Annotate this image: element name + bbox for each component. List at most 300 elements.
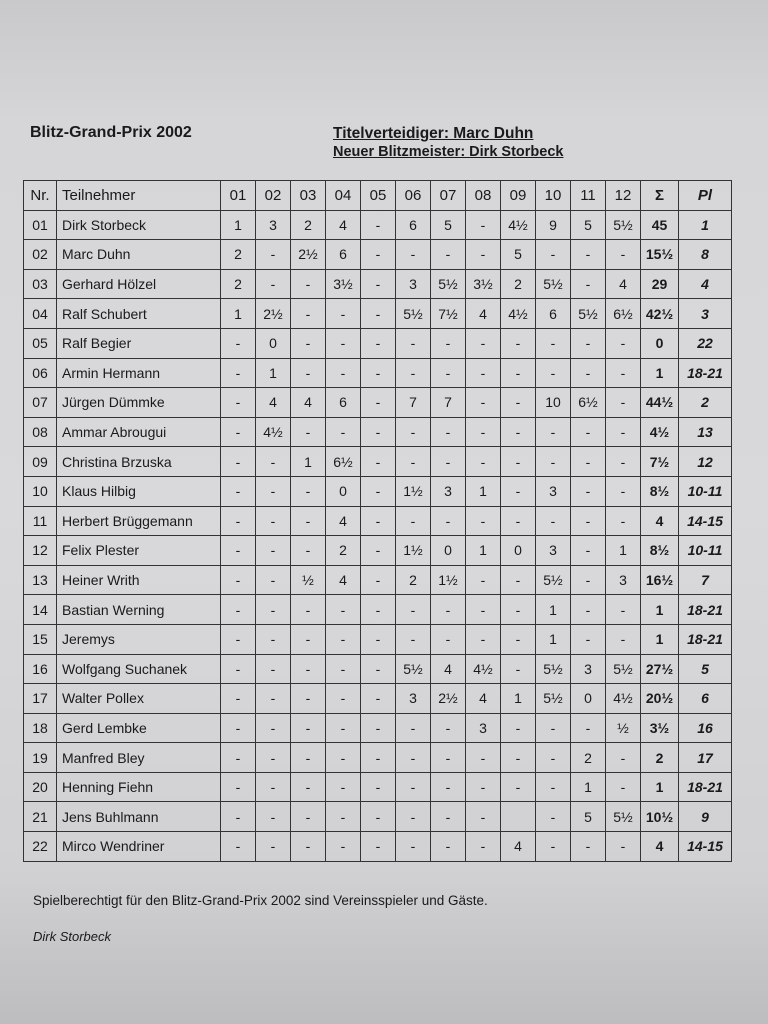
- cell-game-10: 10: [536, 388, 571, 418]
- cell-game-01: -: [221, 536, 256, 566]
- cell-game-08: 4½: [466, 654, 501, 684]
- cell-game-01: -: [221, 713, 256, 743]
- cell-game-05: -: [361, 447, 396, 477]
- cell-game-05: -: [361, 654, 396, 684]
- cell-game-02: -: [256, 654, 291, 684]
- cell-total: 4: [641, 506, 679, 536]
- cell-game-12: -: [606, 595, 641, 625]
- cell-game-03: -: [291, 536, 326, 566]
- cell-game-08: -: [466, 328, 501, 358]
- col-header-game-04: 04: [326, 181, 361, 211]
- cell-game-01: -: [221, 595, 256, 625]
- cell-game-07: 7½: [431, 299, 466, 329]
- cell-nr: 01: [24, 210, 57, 240]
- cell-game-08: -: [466, 802, 501, 832]
- cell-game-09: -: [501, 358, 536, 388]
- cell-nr: 11: [24, 506, 57, 536]
- cell-game-09: [501, 802, 536, 832]
- cell-game-05: -: [361, 684, 396, 714]
- cell-game-02: 2½: [256, 299, 291, 329]
- cell-game-05: -: [361, 802, 396, 832]
- cell-place: 6: [679, 684, 732, 714]
- table-row: [24, 772, 732, 802]
- cell-game-05: -: [361, 417, 396, 447]
- champion-info: [333, 124, 563, 162]
- cell-game-01: -: [221, 802, 256, 832]
- cell-game-10: 5½: [536, 565, 571, 595]
- col-header-nr: Nr.: [24, 181, 57, 211]
- cell-game-11: 5½: [571, 299, 606, 329]
- cell-game-06: -: [396, 713, 431, 743]
- cell-game-09: -: [501, 447, 536, 477]
- cell-total: 2: [641, 743, 679, 773]
- results-table-body: [24, 210, 732, 861]
- cell-game-01: -: [221, 832, 256, 862]
- cell-game-01: -: [221, 447, 256, 477]
- cell-game-02: 3: [256, 210, 291, 240]
- cell-total: 29: [641, 269, 679, 299]
- cell-game-04: 6: [326, 240, 361, 270]
- cell-player-name: Klaus Hilbig: [57, 476, 221, 506]
- document-title: Blitz-Grand-Prix 2002: [30, 124, 192, 141]
- cell-game-04: -: [326, 358, 361, 388]
- cell-nr: 20: [24, 772, 57, 802]
- cell-game-12: -: [606, 358, 641, 388]
- cell-game-03: -: [291, 654, 326, 684]
- cell-total: 4½: [641, 417, 679, 447]
- cell-game-07: 1½: [431, 565, 466, 595]
- cell-game-05: -: [361, 210, 396, 240]
- cell-game-07: -: [431, 447, 466, 477]
- cell-place: 17: [679, 743, 732, 773]
- cell-place: 14-15: [679, 832, 732, 862]
- cell-game-11: 5: [571, 210, 606, 240]
- cell-game-06: 3: [396, 269, 431, 299]
- col-header-player-name: Teilnehmer: [57, 181, 221, 211]
- title-defender: Titelverteidiger: Marc Duhn: [333, 125, 534, 142]
- cell-game-07: 0: [431, 536, 466, 566]
- cell-game-12: 4½: [606, 684, 641, 714]
- cell-game-05: -: [361, 269, 396, 299]
- cell-game-07: -: [431, 358, 466, 388]
- table-row: [24, 388, 732, 418]
- cell-game-06: -: [396, 624, 431, 654]
- cell-game-08: -: [466, 358, 501, 388]
- table-row: [24, 476, 732, 506]
- cell-game-02: -: [256, 684, 291, 714]
- cell-game-08: -: [466, 210, 501, 240]
- col-header-game-02: 02: [256, 181, 291, 211]
- cell-game-09: -: [501, 506, 536, 536]
- cell-game-03: 2: [291, 210, 326, 240]
- table-row: [24, 506, 732, 536]
- cell-game-10: -: [536, 417, 571, 447]
- col-header-game-08: 08: [466, 181, 501, 211]
- cell-game-10: 3: [536, 536, 571, 566]
- cell-game-09: 5: [501, 240, 536, 270]
- cell-game-09: 4½: [501, 299, 536, 329]
- cell-game-02: -: [256, 565, 291, 595]
- cell-game-01: -: [221, 476, 256, 506]
- cell-game-09: 4: [501, 832, 536, 862]
- cell-game-08: 4: [466, 684, 501, 714]
- cell-game-09: -: [501, 328, 536, 358]
- cell-total: 15½: [641, 240, 679, 270]
- cell-total: 1: [641, 772, 679, 802]
- cell-game-11: -: [571, 506, 606, 536]
- cell-game-11: 0: [571, 684, 606, 714]
- cell-game-02: 4: [256, 388, 291, 418]
- cell-game-06: -: [396, 743, 431, 773]
- cell-game-07: -: [431, 624, 466, 654]
- cell-nr: 02: [24, 240, 57, 270]
- cell-nr: 17: [24, 684, 57, 714]
- cell-game-04: -: [326, 299, 361, 329]
- col-header-place: Pl: [679, 181, 732, 211]
- cell-game-06: -: [396, 832, 431, 862]
- cell-game-05: -: [361, 240, 396, 270]
- cell-game-01: 2: [221, 240, 256, 270]
- cell-game-03: -: [291, 506, 326, 536]
- table-row: [24, 417, 732, 447]
- cell-game-07: -: [431, 802, 466, 832]
- cell-nr: 22: [24, 832, 57, 862]
- cell-place: 18-21: [679, 595, 732, 625]
- cell-game-06: 3: [396, 684, 431, 714]
- cell-player-name: Dirk Storbeck: [57, 210, 221, 240]
- cell-player-name: Gerd Lembke: [57, 713, 221, 743]
- cell-game-10: 3: [536, 476, 571, 506]
- cell-total: 10½: [641, 802, 679, 832]
- new-champion: Neuer Blitzmeister: Dirk Storbeck: [333, 144, 564, 160]
- cell-game-03: 4: [291, 388, 326, 418]
- cell-game-03: 1: [291, 447, 326, 477]
- cell-game-10: -: [536, 447, 571, 477]
- cell-game-11: 3: [571, 654, 606, 684]
- cell-game-01: -: [221, 417, 256, 447]
- cell-game-08: 3: [466, 713, 501, 743]
- cell-game-10: -: [536, 743, 571, 773]
- cell-game-06: -: [396, 358, 431, 388]
- cell-game-03: -: [291, 772, 326, 802]
- cell-game-08: -: [466, 388, 501, 418]
- cell-game-08: -: [466, 447, 501, 477]
- col-header-game-07: 07: [431, 181, 466, 211]
- cell-game-08: 3½: [466, 269, 501, 299]
- cell-total: 44½: [641, 388, 679, 418]
- cell-game-03: -: [291, 713, 326, 743]
- cell-game-09: 0: [501, 536, 536, 566]
- cell-game-04: 2: [326, 536, 361, 566]
- cell-game-03: -: [291, 832, 326, 862]
- cell-player-name: Christina Brzuska: [57, 447, 221, 477]
- results-table: [23, 180, 732, 862]
- table-row: [24, 713, 732, 743]
- cell-game-01: -: [221, 506, 256, 536]
- cell-game-09: -: [501, 388, 536, 418]
- cell-game-01: -: [221, 328, 256, 358]
- cell-place: 1: [679, 210, 732, 240]
- cell-total: 27½: [641, 654, 679, 684]
- cell-nr: 07: [24, 388, 57, 418]
- cell-nr: 19: [24, 743, 57, 773]
- cell-game-10: -: [536, 772, 571, 802]
- cell-game-10: 1: [536, 624, 571, 654]
- cell-game-02: -: [256, 506, 291, 536]
- cell-game-12: 5½: [606, 802, 641, 832]
- cell-game-04: -: [326, 684, 361, 714]
- cell-game-06: -: [396, 772, 431, 802]
- cell-game-06: 1½: [396, 476, 431, 506]
- cell-game-09: -: [501, 772, 536, 802]
- cell-game-12: -: [606, 328, 641, 358]
- cell-game-06: 2: [396, 565, 431, 595]
- cell-game-12: 6½: [606, 299, 641, 329]
- cell-game-05: -: [361, 624, 396, 654]
- cell-place: 13: [679, 417, 732, 447]
- cell-place: 2: [679, 388, 732, 418]
- cell-game-09: -: [501, 654, 536, 684]
- cell-game-09: -: [501, 713, 536, 743]
- cell-game-04: 4: [326, 565, 361, 595]
- cell-game-08: -: [466, 240, 501, 270]
- cell-game-08: 1: [466, 536, 501, 566]
- cell-total: 45: [641, 210, 679, 240]
- cell-game-11: -: [571, 417, 606, 447]
- cell-game-12: -: [606, 388, 641, 418]
- cell-place: 18-21: [679, 624, 732, 654]
- cell-game-11: -: [571, 476, 606, 506]
- table-row: [24, 684, 732, 714]
- cell-game-05: -: [361, 299, 396, 329]
- cell-nr: 05: [24, 328, 57, 358]
- cell-game-11: -: [571, 713, 606, 743]
- cell-game-09: 1: [501, 684, 536, 714]
- cell-nr: 21: [24, 802, 57, 832]
- cell-total: 16½: [641, 565, 679, 595]
- table-row: [24, 210, 732, 240]
- cell-game-01: -: [221, 358, 256, 388]
- table-row: [24, 536, 732, 566]
- cell-game-10: 1: [536, 595, 571, 625]
- cell-nr: 08: [24, 417, 57, 447]
- cell-game-08: -: [466, 624, 501, 654]
- cell-game-09: -: [501, 743, 536, 773]
- cell-game-07: 4: [431, 654, 466, 684]
- cell-game-03: 2½: [291, 240, 326, 270]
- cell-game-12: -: [606, 743, 641, 773]
- cell-game-07: -: [431, 506, 466, 536]
- cell-game-12: -: [606, 447, 641, 477]
- cell-player-name: Herbert Brüggemann: [57, 506, 221, 536]
- cell-nr: 12: [24, 536, 57, 566]
- cell-game-01: -: [221, 388, 256, 418]
- cell-player-name: Marc Duhn: [57, 240, 221, 270]
- cell-game-04: -: [326, 713, 361, 743]
- cell-game-04: 0: [326, 476, 361, 506]
- cell-total: 7½: [641, 447, 679, 477]
- cell-game-07: 5: [431, 210, 466, 240]
- cell-game-02: -: [256, 743, 291, 773]
- cell-place: 14-15: [679, 506, 732, 536]
- cell-game-10: 5½: [536, 684, 571, 714]
- cell-game-06: 5½: [396, 299, 431, 329]
- cell-game-03: -: [291, 595, 326, 625]
- cell-place: 10-11: [679, 536, 732, 566]
- cell-total: 8½: [641, 476, 679, 506]
- cell-game-05: -: [361, 476, 396, 506]
- results-table-header: [24, 181, 732, 211]
- cell-game-02: -: [256, 595, 291, 625]
- cell-game-01: -: [221, 684, 256, 714]
- cell-game-07: -: [431, 240, 466, 270]
- cell-game-10: -: [536, 506, 571, 536]
- cell-game-06: 7: [396, 388, 431, 418]
- cell-game-09: 2: [501, 269, 536, 299]
- cell-game-11: -: [571, 595, 606, 625]
- table-row: [24, 328, 732, 358]
- cell-game-07: -: [431, 832, 466, 862]
- cell-game-08: -: [466, 595, 501, 625]
- cell-game-05: -: [361, 388, 396, 418]
- col-header-game-10: 10: [536, 181, 571, 211]
- cell-game-03: -: [291, 358, 326, 388]
- cell-game-02: -: [256, 832, 291, 862]
- table-row: [24, 624, 732, 654]
- cell-game-10: -: [536, 358, 571, 388]
- cell-game-12: -: [606, 417, 641, 447]
- cell-game-02: -: [256, 772, 291, 802]
- cell-game-04: -: [326, 328, 361, 358]
- cell-game-08: 1: [466, 476, 501, 506]
- cell-game-12: 4: [606, 269, 641, 299]
- table-row: [24, 743, 732, 773]
- cell-game-09: -: [501, 624, 536, 654]
- cell-game-11: -: [571, 832, 606, 862]
- cell-game-06: 5½: [396, 654, 431, 684]
- cell-game-07: 2½: [431, 684, 466, 714]
- cell-game-11: 5: [571, 802, 606, 832]
- cell-player-name: Gerhard Hölzel: [57, 269, 221, 299]
- cell-player-name: Armin Hermann: [57, 358, 221, 388]
- cell-game-03: -: [291, 269, 326, 299]
- cell-game-02: 4½: [256, 417, 291, 447]
- cell-game-01: -: [221, 772, 256, 802]
- cell-player-name: Jeremys: [57, 624, 221, 654]
- cell-game-05: -: [361, 743, 396, 773]
- cell-game-06: -: [396, 328, 431, 358]
- cell-game-08: -: [466, 743, 501, 773]
- cell-nr: 03: [24, 269, 57, 299]
- cell-total: 20½: [641, 684, 679, 714]
- eligibility-note: Spielberechtigt für den Blitz-Grand-Prix 2002 sind Vereinsspieler und Gäste.: [33, 893, 488, 908]
- cell-game-06: -: [396, 506, 431, 536]
- cell-game-01: 1: [221, 299, 256, 329]
- cell-game-04: -: [326, 595, 361, 625]
- table-row: [24, 802, 732, 832]
- cell-game-11: -: [571, 240, 606, 270]
- cell-game-12: -: [606, 624, 641, 654]
- cell-game-04: 4: [326, 210, 361, 240]
- table-row: [24, 299, 732, 329]
- cell-game-11: -: [571, 269, 606, 299]
- cell-player-name: Wolfgang Suchanek: [57, 654, 221, 684]
- cell-game-01: -: [221, 565, 256, 595]
- cell-game-04: 6: [326, 388, 361, 418]
- cell-game-07: -: [431, 595, 466, 625]
- cell-game-03: -: [291, 743, 326, 773]
- cell-game-03: -: [291, 417, 326, 447]
- cell-nr: 04: [24, 299, 57, 329]
- cell-total: 8½: [641, 536, 679, 566]
- cell-game-10: -: [536, 832, 571, 862]
- cell-place: 22: [679, 328, 732, 358]
- cell-nr: 09: [24, 447, 57, 477]
- table-row: [24, 269, 732, 299]
- cell-place: 18-21: [679, 772, 732, 802]
- cell-game-02: -: [256, 447, 291, 477]
- cell-game-02: 1: [256, 358, 291, 388]
- cell-game-08: -: [466, 772, 501, 802]
- cell-game-10: -: [536, 328, 571, 358]
- cell-game-11: -: [571, 447, 606, 477]
- cell-game-03: -: [291, 476, 326, 506]
- cell-game-10: 5½: [536, 654, 571, 684]
- col-header-game-12: 12: [606, 181, 641, 211]
- cell-game-09: -: [501, 595, 536, 625]
- cell-game-06: 1½: [396, 536, 431, 566]
- cell-game-07: 7: [431, 388, 466, 418]
- col-header-game-09: 09: [501, 181, 536, 211]
- cell-game-11: -: [571, 358, 606, 388]
- cell-game-05: -: [361, 595, 396, 625]
- table-row: [24, 565, 732, 595]
- cell-total: 1: [641, 358, 679, 388]
- cell-game-12: -: [606, 832, 641, 862]
- cell-game-12: -: [606, 506, 641, 536]
- cell-game-07: -: [431, 772, 466, 802]
- cell-place: 16: [679, 713, 732, 743]
- col-header-game-05: 05: [361, 181, 396, 211]
- signature: Dirk Storbeck: [33, 929, 112, 944]
- cell-player-name: Jens Buhlmann: [57, 802, 221, 832]
- cell-game-11: -: [571, 565, 606, 595]
- cell-game-10: -: [536, 713, 571, 743]
- cell-game-04: -: [326, 743, 361, 773]
- cell-game-12: -: [606, 772, 641, 802]
- cell-game-12: ½: [606, 713, 641, 743]
- cell-game-10: 9: [536, 210, 571, 240]
- cell-game-07: 5½: [431, 269, 466, 299]
- cell-nr: 13: [24, 565, 57, 595]
- cell-nr: 14: [24, 595, 57, 625]
- cell-game-12: 3: [606, 565, 641, 595]
- cell-game-09: -: [501, 565, 536, 595]
- cell-place: 4: [679, 269, 732, 299]
- cell-player-name: Ammar Abrougui: [57, 417, 221, 447]
- cell-game-03: -: [291, 299, 326, 329]
- cell-total: 3½: [641, 713, 679, 743]
- cell-game-07: 3: [431, 476, 466, 506]
- cell-game-01: -: [221, 743, 256, 773]
- cell-game-04: 3½: [326, 269, 361, 299]
- cell-game-05: -: [361, 565, 396, 595]
- cell-place: 10-11: [679, 476, 732, 506]
- table-row: [24, 358, 732, 388]
- cell-game-04: -: [326, 802, 361, 832]
- col-header-game-03: 03: [291, 181, 326, 211]
- cell-game-06: -: [396, 240, 431, 270]
